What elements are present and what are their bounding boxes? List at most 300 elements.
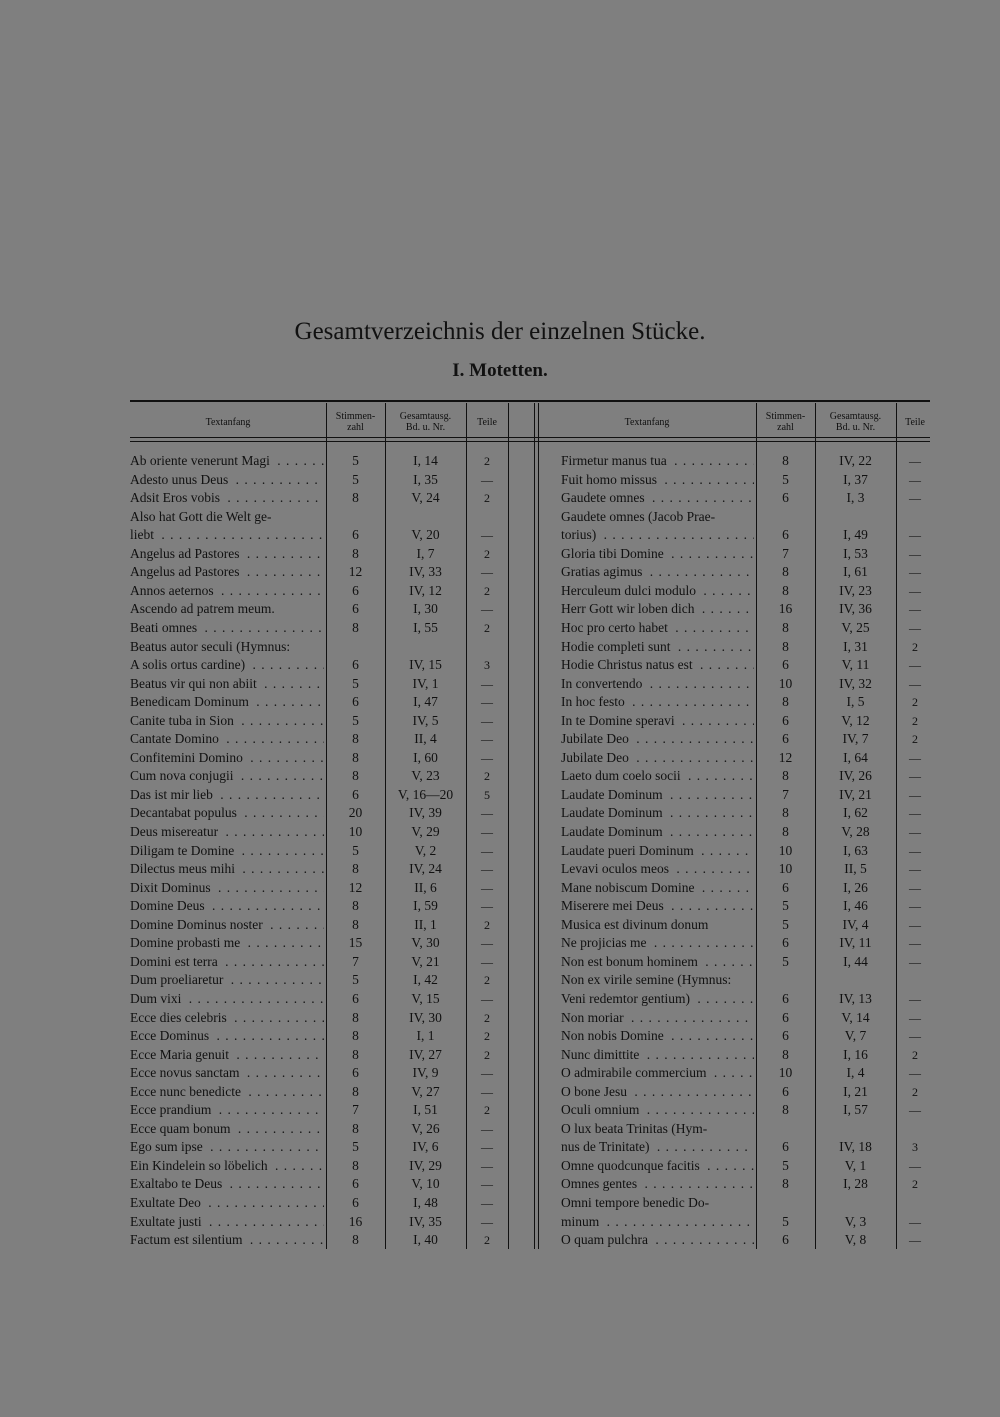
entry-title: Non ex virile semine (Hymnus:	[561, 971, 754, 990]
entry-parts: —	[481, 1066, 493, 1081]
entry-voices: 10	[778, 675, 793, 691]
entry-volume-number: I, 26	[843, 879, 868, 895]
entry-voices: 8	[352, 619, 359, 635]
entry-title: Beatus autor seculi (Hymnus:	[130, 638, 324, 657]
entry-title: Angelus ad Pastores . . .	[130, 545, 324, 564]
entry-volume-number: I, 7	[416, 545, 435, 561]
entry-parts: 2	[484, 1029, 490, 1044]
entry-title: In hoc festo . . .	[561, 693, 754, 712]
entry-parts: —	[481, 676, 493, 691]
entry-title: Laeto dum coelo socii . . .	[561, 767, 754, 786]
section-title: I. Motetten.	[452, 360, 548, 381]
entry-volume-number: I, 3	[846, 490, 865, 506]
entry-volume-number: I, 49	[843, 527, 868, 543]
entry-parts: 2	[912, 1177, 918, 1192]
entry-voices: 10	[778, 1065, 793, 1081]
entry-voices: 8	[352, 768, 359, 784]
column-separator	[538, 403, 539, 1249]
entry-title: Miserere mei Deus . . .	[561, 897, 754, 916]
entry-parts: —	[481, 1177, 493, 1192]
entry-volume-number: V, 25	[841, 619, 870, 635]
entry-voices: 6	[352, 657, 359, 673]
entry-volume-number: I, 46	[843, 898, 868, 914]
entry-voices: 6	[352, 601, 359, 617]
entry-parts: —	[909, 454, 921, 468]
entry-parts: —	[481, 936, 493, 951]
entry-volume-number: I, 37	[843, 471, 868, 487]
entry-volume-number: V, 3	[844, 1213, 867, 1229]
entry-title: Laudate Dominum . . .	[561, 786, 754, 805]
entry-voices: 8	[352, 545, 359, 561]
entry-voices: 6	[352, 1195, 359, 1210]
entry-volume-number: I, 35	[413, 471, 438, 487]
entry-voices: 8	[782, 638, 789, 654]
entry-volume-number: IV, 12	[409, 582, 442, 598]
entry-volume-number: IV, 24	[409, 861, 442, 877]
entry-volume-number: V, 20	[411, 527, 440, 543]
entry-voices: 6	[782, 935, 789, 951]
entry-voices: 8	[352, 861, 359, 877]
entry-volume-number: I, 55	[413, 619, 438, 635]
entry-title: liebt . . .	[130, 526, 324, 545]
entry-volume-number: I, 64	[843, 749, 868, 765]
entry-title: O quam pulchra . . .	[561, 1231, 754, 1250]
entry-parts: —	[481, 843, 493, 858]
entry-title: Fuit homo missus . . .	[561, 471, 754, 490]
entry-parts: —	[481, 713, 493, 728]
entry-parts: —	[481, 899, 493, 914]
entry-voices: 5	[352, 471, 359, 487]
header-teile: Teile	[477, 416, 497, 428]
entry-parts: —	[909, 1103, 921, 1118]
entry-voices: 8	[782, 582, 789, 598]
entry-parts: 3	[484, 658, 490, 673]
entry-voices: 5	[782, 898, 789, 914]
entry-parts: —	[481, 954, 493, 969]
entry-volume-number: IV, 32	[839, 675, 872, 691]
entry-volume-number: V, 1	[844, 1157, 867, 1173]
entry-title: Ne projicias me . . .	[561, 934, 754, 953]
entry-title: Domine Deus . . .	[130, 897, 324, 916]
entry-title: Dum proeliaretur . . .	[130, 971, 324, 990]
entry-volume-number: V, 12	[841, 712, 870, 728]
entry-title: Canite tuba in Sion . . .	[130, 712, 324, 731]
entry-volume-number: I, 59	[413, 898, 438, 914]
entry-volume-number: V, 7	[844, 1028, 867, 1044]
entry-voices: 8	[782, 453, 789, 468]
entry-parts: —	[909, 620, 921, 635]
entry-voices: 8	[352, 916, 359, 932]
entry-volume-number: II, 4	[414, 731, 437, 747]
entry-voices	[326, 638, 385, 657]
entry-parts: 2	[912, 732, 918, 747]
entry-title: Cantate Domino . . .	[130, 730, 324, 749]
entry-voices	[756, 508, 815, 527]
entry-voices: 6	[352, 582, 359, 598]
entry-parts: —	[481, 1158, 493, 1173]
entry-parts: —	[909, 936, 921, 951]
entry-volume-number	[815, 971, 896, 990]
entry-parts	[466, 508, 508, 527]
entry-title: Gaudete omnes (Jacob Prae-	[561, 508, 754, 527]
entry-title: Non moriar . . .	[561, 1009, 754, 1028]
entry-parts: —	[481, 750, 493, 765]
entry-volume-number	[385, 508, 466, 527]
entry-parts: 2	[484, 546, 490, 561]
entry-parts: —	[909, 750, 921, 765]
entry-voices: 16	[778, 601, 793, 617]
entry-volume-number: I, 14	[413, 453, 438, 468]
entry-voices: 8	[352, 1157, 359, 1173]
entry-volume-number: IV, 5	[412, 712, 439, 728]
entry-volume-number: IV, 18	[839, 1139, 872, 1155]
entry-parts: —	[909, 1066, 921, 1081]
entry-volume-number: I, 1	[416, 1028, 435, 1044]
entry-title: torius) . . .	[561, 526, 754, 545]
entry-voices: 5	[782, 1213, 789, 1229]
entry-parts: —	[481, 1214, 493, 1229]
column-separator	[534, 403, 535, 1249]
entry-volume-number: I, 4	[846, 1065, 865, 1081]
entry-voices: 6	[352, 694, 359, 710]
entry-volume-number: IV, 7	[842, 731, 869, 747]
entry-title: Ecce prandium . . .	[130, 1101, 324, 1120]
entry-volume-number: IV, 29	[409, 1157, 442, 1173]
entry-voices: 12	[778, 749, 793, 765]
entry-volume-number: IV, 22	[839, 453, 872, 468]
entry-parts: 2	[484, 620, 490, 635]
entry-volume-number: V, 30	[411, 935, 440, 951]
entry-volume-number: IV, 36	[839, 601, 872, 617]
entry-parts: —	[909, 787, 921, 802]
entry-volume-number: I, 16	[843, 1046, 868, 1062]
entry-volume-number: V, 23	[411, 768, 440, 784]
entry-parts: 2	[484, 973, 490, 988]
entry-title: Firmetur manus tua . . .	[561, 452, 754, 471]
entry-parts: —	[909, 880, 921, 895]
entry-volume-number: V, 11	[841, 657, 870, 673]
entry-parts: —	[481, 806, 493, 821]
entry-title: Dixit Dominus . . .	[130, 879, 324, 898]
entry-voices: 5	[352, 1139, 359, 1155]
entry-voices	[326, 508, 385, 527]
entry-voices: 6	[782, 1083, 789, 1099]
header-rule-2	[130, 441, 930, 442]
entry-volume-number	[815, 1194, 896, 1213]
entry-parts: —	[481, 991, 493, 1006]
entry-title: Decantabat populus . . .	[130, 804, 324, 823]
entry-voices: 8	[352, 1028, 359, 1044]
entry-parts: 2	[912, 1084, 918, 1099]
entry-parts: —	[909, 472, 921, 487]
entry-title: Dilectus meus mihi . . .	[130, 860, 324, 879]
entry-parts: 2	[912, 713, 918, 728]
entry-title: Gloria tibi Domine . . .	[561, 545, 754, 564]
entry-parts: —	[481, 695, 493, 710]
entry-parts: —	[909, 769, 921, 784]
entry-voices: 10	[778, 842, 793, 858]
entry-parts: —	[481, 1121, 493, 1136]
entry-parts: —	[481, 565, 493, 580]
entry-parts: —	[481, 732, 493, 747]
entry-parts: —	[909, 1233, 921, 1248]
header-teile: Teile	[905, 416, 925, 428]
entry-title: Domine probasti me . . .	[130, 934, 324, 953]
entry-volume-number: V, 15	[411, 990, 440, 1006]
entry-volume-number: IV, 1	[412, 675, 439, 691]
entry-parts: —	[909, 546, 921, 561]
entry-voices: 8	[782, 1176, 789, 1192]
entry-parts: —	[909, 954, 921, 969]
entry-title: Exaltabo te Deus . . .	[130, 1175, 324, 1194]
entry-title: Factum est silentium . . .	[130, 1231, 324, 1250]
entry-parts	[896, 508, 934, 527]
entry-title: Oculi omnium . . .	[561, 1101, 754, 1120]
entry-volume-number: I, 63	[843, 842, 868, 858]
entry-title: Adesto unus Deus . . .	[130, 471, 324, 490]
entry-voices: 5	[352, 453, 359, 468]
entry-parts: 2	[912, 639, 918, 654]
entry-voices: 12	[348, 564, 363, 580]
entry-voices: 8	[352, 1009, 359, 1025]
entry-voices	[756, 971, 815, 990]
entry-voices: 8	[352, 898, 359, 914]
entry-parts: —	[909, 565, 921, 580]
page-title: Gesamtverzeichnis der einzelnen Stücke.	[294, 318, 706, 345]
entry-parts: —	[481, 602, 493, 617]
entry-volume-number: V, 27	[411, 1083, 440, 1099]
header-textanfang: Textanfang	[205, 416, 251, 428]
entry-title: Levavi oculos meos . . .	[561, 860, 754, 879]
entry-voices: 8	[782, 694, 789, 710]
entry-parts: —	[909, 917, 921, 932]
entry-voices: 6	[352, 527, 359, 543]
entry-voices: 8	[352, 1046, 359, 1062]
entry-title: nus de Trinitate) . . .	[561, 1138, 754, 1157]
entry-voices: 6	[352, 990, 359, 1006]
entry-voices: 6	[782, 1028, 789, 1044]
entry-voices: 5	[352, 712, 359, 728]
entry-voices: 10	[348, 824, 363, 839]
entry-parts: 2	[484, 917, 490, 932]
header-textanfang: Textanfang	[624, 416, 670, 428]
entry-title: In te Domine speravi . . .	[561, 712, 754, 731]
entry-voices	[756, 1194, 815, 1213]
entry-parts: 2	[484, 491, 490, 506]
header-stimmenzahl: Stimmen- zahl	[765, 411, 806, 433]
entry-volume-number: I, 40	[413, 1232, 438, 1248]
entry-parts: —	[481, 1084, 493, 1099]
entry-volume-number	[815, 508, 896, 527]
entry-volume-number: I, 31	[843, 638, 868, 654]
entry-volume-number: I, 47	[413, 694, 438, 710]
entry-title: Omne quodcunque facitis . . .	[561, 1157, 754, 1176]
entry-parts: 5	[484, 787, 490, 802]
entry-title: Herculeum dulci modulo . . .	[561, 582, 754, 601]
entry-parts: —	[909, 676, 921, 691]
entry-volume-number: V, 26	[411, 1120, 440, 1136]
entry-voices: 7	[352, 953, 359, 969]
entry-title: Jubilate Deo . . .	[561, 730, 754, 749]
entry-volume-number: I, 57	[843, 1102, 868, 1118]
entry-title: Laudate Dominum . . .	[561, 823, 754, 842]
entry-title: Beati omnes . . .	[130, 619, 324, 638]
entry-volume-number: V, 14	[841, 1009, 870, 1025]
entry-voices: 8	[782, 768, 789, 784]
entry-voices: 8	[352, 731, 359, 747]
entry-parts: —	[909, 1214, 921, 1229]
entry-volume-number: I, 60	[413, 749, 438, 765]
entry-parts: 2	[484, 769, 490, 784]
entry-title: Das ist mir lieb . . .	[130, 786, 324, 805]
entry-voices: 5	[352, 972, 359, 988]
entry-volume-number: II, 5	[844, 861, 867, 877]
entry-voices: 6	[352, 1065, 359, 1081]
entry-volume-number: I, 51	[413, 1102, 438, 1118]
entry-parts: —	[909, 843, 921, 858]
column-separator	[508, 403, 509, 1249]
entry-title: Non est bonum hominem . . .	[561, 953, 754, 972]
entry-title: Dum vixi . . .	[130, 990, 324, 1009]
entry-voices: 8	[782, 1102, 789, 1118]
entry-volume-number: IV, 26	[839, 768, 872, 784]
entry-parts	[896, 1194, 934, 1213]
entry-title: Gratias agimus . . .	[561, 563, 754, 582]
table-top-rule	[130, 400, 930, 402]
entry-voices: 7	[782, 786, 789, 802]
entry-voices: 6	[782, 490, 789, 506]
entry-volume-number: I, 48	[413, 1195, 438, 1210]
entry-parts: —	[909, 991, 921, 1006]
entry-voices: 5	[352, 842, 359, 858]
entry-title: A solis ortus cardine) . . .	[130, 656, 324, 675]
entry-parts: 2	[484, 583, 490, 598]
entry-title: Hoc pro certo habet . . .	[561, 619, 754, 638]
entry-title: Nunc dimittite . . .	[561, 1046, 754, 1065]
entry-volume-number: IV, 35	[409, 1213, 442, 1229]
entry-title: Benedicam Dominum . . .	[130, 693, 324, 712]
entry-volume-number: IV, 13	[839, 990, 872, 1006]
entry-parts: —	[909, 862, 921, 877]
entry-parts: —	[909, 1029, 921, 1044]
entry-title: Jubilate Deo . . .	[561, 749, 754, 768]
entry-title: Cum nova conjugii . . .	[130, 767, 324, 786]
entry-volume-number: II, 1	[414, 916, 437, 932]
entry-title: Ecce quam bonum . . .	[130, 1120, 324, 1139]
entry-title: Ecce Dominus . . .	[130, 1027, 324, 1046]
entry-voices: 6	[782, 990, 789, 1006]
entry-parts: —	[909, 528, 921, 543]
entry-voices: 6	[782, 879, 789, 895]
entry-title: Herr Gott wir loben dich . . .	[561, 600, 754, 619]
entry-title: Domine Dominus noster . . .	[130, 916, 324, 935]
entry-title: Ein Kindelein so löbelich . . .	[130, 1157, 324, 1176]
entry-parts: 2	[484, 1233, 490, 1248]
entry-title: Laudate Dominum . . .	[561, 804, 754, 823]
entry-parts: 2	[484, 1010, 490, 1025]
entry-title: Adsit Eros vobis . . .	[130, 489, 324, 508]
entry-volume-number: IV, 27	[409, 1046, 442, 1062]
entry-volume-number: I, 62	[843, 805, 868, 821]
entry-volume-number: V, 29	[411, 824, 440, 839]
entry-title: Gaudete omnes . . .	[561, 489, 754, 508]
entry-voices: 6	[782, 1009, 789, 1025]
entry-voices: 8	[782, 805, 789, 821]
entry-volume-number: I, 28	[843, 1176, 868, 1192]
entry-volume-number: V, 28	[841, 824, 870, 839]
entry-parts: —	[909, 583, 921, 598]
entry-voices: 6	[782, 712, 789, 728]
entry-volume-number: I, 53	[843, 545, 868, 561]
entry-title: Confitemini Domino . . .	[130, 749, 324, 768]
entry-voices: 5	[352, 675, 359, 691]
entry-parts: —	[481, 472, 493, 487]
entry-voices: 8	[782, 824, 789, 839]
entry-title: Laudate pueri Dominum . . .	[561, 842, 754, 861]
entry-voices: 15	[348, 935, 363, 951]
entry-title: Ecce nunc benedicte . . .	[130, 1083, 324, 1102]
entry-parts: —	[909, 825, 921, 839]
entry-title: Deus misereatur . . .	[130, 823, 324, 842]
entry-parts: —	[481, 528, 493, 543]
entry-title: Angelus ad Pastores . . .	[130, 563, 324, 582]
entry-title: Mane nobiscum Domine . . .	[561, 879, 754, 898]
entry-voices: 6	[782, 1232, 789, 1248]
entry-parts: 2	[484, 1103, 490, 1118]
entry-title: Ego sum ipse . . .	[130, 1138, 324, 1157]
entry-parts: —	[909, 806, 921, 821]
entry-title: Ascendo ad patrem meum.	[130, 600, 324, 619]
entry-title: Diligam te Domine . . .	[130, 842, 324, 861]
entry-voices: 6	[782, 1139, 789, 1155]
entry-parts: —	[909, 491, 921, 506]
entry-volume-number: II, 6	[414, 879, 437, 895]
entry-title: Exultate Deo . . .	[130, 1194, 324, 1213]
entry-parts: —	[909, 1010, 921, 1025]
entry-parts: —	[909, 658, 921, 673]
entry-volume-number: I, 61	[843, 564, 868, 580]
entry-voices: 8	[782, 564, 789, 580]
entry-title: Non nobis Domine . . .	[561, 1027, 754, 1046]
entry-volume-number: IV, 23	[839, 582, 872, 598]
entry-voices: 6	[782, 527, 789, 543]
entry-title: Ecce novus sanctam . . .	[130, 1064, 324, 1083]
entry-parts: 2	[484, 1047, 490, 1062]
entry-volume-number: V, 24	[411, 490, 440, 506]
entry-voices: 7	[352, 1102, 359, 1118]
entry-volume-number: IV, 21	[839, 786, 872, 802]
entry-title: O bone Jesu . . .	[561, 1083, 754, 1102]
entry-title: Also hat Gott die Welt ge-	[130, 508, 324, 527]
entry-voices: 12	[348, 879, 363, 895]
entry-volume-number: IV, 33	[409, 564, 442, 580]
entry-volume-number: IV, 4	[842, 916, 869, 932]
entry-volume-number: V, 8	[844, 1232, 867, 1248]
entry-voices: 16	[348, 1213, 363, 1229]
entry-volume-number: I, 42	[413, 972, 438, 988]
entry-voices: 5	[782, 953, 789, 969]
entry-volume-number: IV, 39	[409, 805, 442, 821]
entry-title: minum . . .	[561, 1213, 754, 1232]
entry-voices: 6	[352, 786, 359, 802]
entry-volume-number: V, 16—20	[397, 786, 454, 802]
entry-title: Hodie completi sunt . . .	[561, 638, 754, 657]
entry-title: Veni redemtor gentium) . . .	[561, 990, 754, 1009]
entry-volume-number: I, 30	[413, 601, 438, 617]
entry-title: Annos aeternos . . .	[130, 582, 324, 601]
entry-voices: 8	[782, 619, 789, 635]
entry-voices	[756, 1120, 815, 1139]
